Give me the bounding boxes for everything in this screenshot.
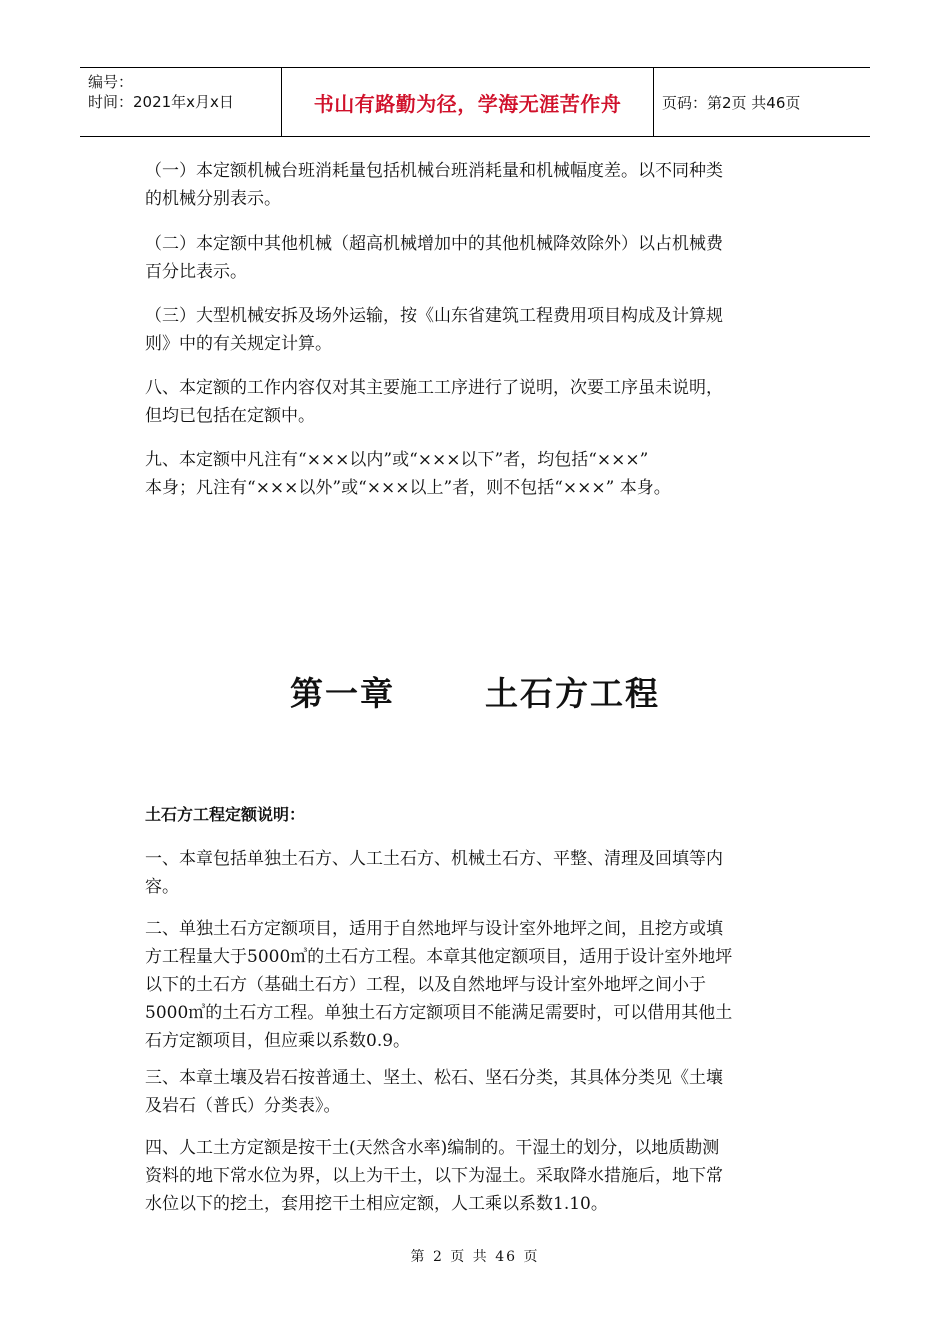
header-page-info: 页码：第2页 共46页 bbox=[662, 93, 801, 112]
section-title: 土石方工程定额说明： bbox=[145, 805, 306, 824]
time-label: 时间：2021年x月x日 bbox=[88, 93, 234, 111]
paragraph-line: 的机械分别表示。 bbox=[145, 189, 281, 209]
chapter-heading bbox=[0, 668, 950, 715]
page-footer: 第 2 页 共 46 页 bbox=[410, 1249, 540, 1265]
paragraph-line: 及岩石（普氏）分类表》。 bbox=[145, 1096, 341, 1116]
paragraph bbox=[145, 446, 810, 502]
paragraph bbox=[145, 157, 810, 213]
paragraph bbox=[145, 374, 810, 430]
paragraph-line: （三）大型机械安拆及场外运输，按《山东省建筑工程费用项目构成及计算规 bbox=[145, 306, 723, 326]
header-meta bbox=[80, 68, 282, 136]
paragraph-line: 本身；凡注有“×××以外”或“×××以上”者，则不包括“×××” 本身。 bbox=[145, 478, 671, 498]
chapter-title: 土石方工程 bbox=[485, 674, 660, 713]
paragraph-line: 5000㎥的土石方工程。单独土石方定额项目不能满足需要时，可以借用其他土 bbox=[145, 1003, 733, 1023]
section-paragraph bbox=[145, 1064, 810, 1120]
paragraph-line: 以下的土石方（基础土石方）工程，以及自然地坪与设计室外地坪之间小于 bbox=[145, 975, 706, 995]
section-paragraph bbox=[145, 915, 810, 1055]
paragraph-line: 但均已包括在定额中。 bbox=[145, 406, 315, 426]
paragraph-line: 石方定额项目，但应乘以系数0.9。 bbox=[145, 1031, 411, 1051]
paragraph-line: 九、本定额中凡注有“×××以内”或“×××以下”者，均包括“×××” bbox=[145, 450, 649, 470]
paragraph-line: 八、本定额的工作内容仅对其主要施工工序进行了说明，次要工序虽未说明， bbox=[145, 378, 723, 398]
paragraph-line: 资料的地下常水位为界，以上为干土，以下为湿土。采取降水措施后，地下常 bbox=[145, 1166, 723, 1186]
paragraph-line: 水位以下的挖土，套用挖干土相应定额，人工乘以系数1.10。 bbox=[145, 1194, 608, 1214]
paragraph-line: 一、本章包括单独土石方、人工土石方、机械土石方、平整、清理及回填等内 bbox=[145, 849, 723, 869]
section-paragraph bbox=[145, 845, 810, 901]
section-paragraph bbox=[145, 1134, 810, 1218]
paragraph-line: 容。 bbox=[145, 877, 179, 897]
paragraph-line: 四、人工土方定额是按干土(天然含水率)编制的。干湿土的划分，以地质勘测 bbox=[145, 1138, 720, 1158]
chapter-number: 第一章 bbox=[290, 674, 395, 713]
paragraph-line: 方工程量大于5000㎥的土石方工程。本章其他定额项目，适用于设计室外地坪 bbox=[145, 947, 733, 967]
paragraph-line: 三、本章土壤及岩石按普通土、坚土、松石、坚石分类，其具体分类见《土壤 bbox=[145, 1068, 723, 1088]
paragraph bbox=[145, 302, 810, 358]
paragraph bbox=[145, 230, 810, 286]
number-label: 编号： bbox=[88, 73, 134, 91]
page-header bbox=[80, 67, 870, 137]
paragraph-line: （二）本定额中其他机械（超高机械增加中的其他机械降效除外）以占机械费 bbox=[145, 234, 723, 254]
header-motto: 书山有路勤为径，学海无涯苦作舟 bbox=[282, 68, 654, 136]
paragraph-line: 则》中的有关规定计算。 bbox=[145, 334, 332, 354]
paragraph-line: 二、单独土石方定额项目，适用于自然地坪与设计室外地坪之间，且挖方或填 bbox=[145, 919, 723, 939]
paragraph-line: 百分比表示。 bbox=[145, 262, 247, 282]
paragraph-line: （一）本定额机械台班消耗量包括机械台班消耗量和机械幅度差。以不同种类 bbox=[145, 161, 723, 181]
